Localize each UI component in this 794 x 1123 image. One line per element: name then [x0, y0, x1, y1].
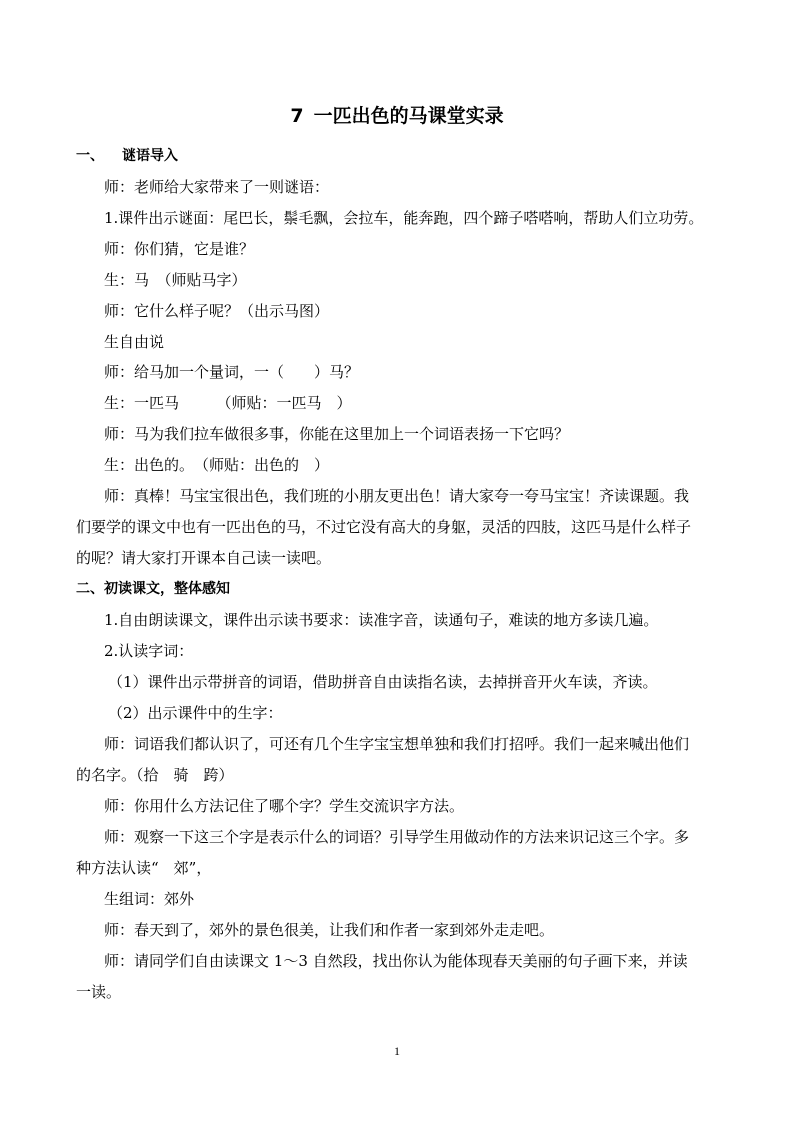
paragraph-line: 生自由说 — [104, 333, 165, 351]
page-title — [0, 103, 794, 129]
paragraph-line: 师：观察一下这三个字是表示什么的词语？引导学生用做动作的方法来识记这三个字。多 — [104, 828, 690, 846]
paragraph-line: 师：真棒！马宝宝很出色，我们班的小朋友更出色！请大家夸一夸马宝宝！齐读课题。我 — [104, 487, 690, 505]
section-heading — [76, 578, 230, 600]
paragraph-line: 师：老师给大家带来了一则谜语： — [104, 178, 330, 196]
paragraph-line: 生：马 （师贴马字） — [104, 271, 247, 289]
paragraph-line: （2）出示课件中的生字： — [108, 704, 283, 722]
paragraph-line: 们要学的课文中也有一匹出色的马，不过它没有高大的身躯，灵活的四肢，这匹马是什么样子 — [76, 518, 692, 536]
paragraph-line: 1.课件出示谜面：尾巴长，鬃毛飘，会拉车，能奔跑，四个蹄子嗒嗒响，帮助人们立功劳。 — [104, 209, 704, 227]
paragraph-line: 2.认读字词： — [104, 642, 194, 660]
section-title: 初读课文，整体感知 — [104, 581, 230, 597]
paragraph-line: （1）课件出示带拼音的词语，借助拼音自由读指名读，去掉拼音开火车读，齐读。 — [108, 673, 658, 691]
paragraph-line: 师：春天到了，郊外的景色很美，让我们和作者一家到郊外走走吧。 — [104, 921, 555, 939]
section-number: 一、 — [76, 148, 104, 164]
paragraph-line: 的呢？请大家打开课本自己读一读吧。 — [76, 549, 332, 567]
section-number: 二、 — [76, 581, 104, 597]
paragraph-line: 生：出色的。 （师贴：出色的 ） — [104, 456, 330, 474]
paragraph-line: 生：一匹马 （师贴：一匹马 ） — [104, 394, 352, 412]
section-title: 谜语导入 — [122, 148, 178, 164]
paragraph-line: 师：请同学们自由读课文 1～3 自然段，找出你认为能体现春天美丽的句子画下来，并读 — [104, 952, 688, 970]
title-text: 一匹出色的马课堂实录 — [313, 105, 504, 127]
paragraph-line: 师：你们猜，它是谁？ — [104, 240, 255, 258]
page-number: 1 — [394, 1044, 400, 1058]
paragraph-line: 生组词：郊外 — [104, 890, 195, 908]
paragraph-line: 师：给马加一个量词，一（ ）马？ — [104, 363, 360, 381]
paragraph-line: 的名字。（拾 骑 跨） — [76, 766, 234, 784]
paragraph-line: 师：马为我们拉车做很多事，你能在这里加上一个词语表扬一下它吗？ — [104, 425, 570, 443]
paragraph-line: 1.自由朗读课文，课件出示读书要求：读准字音，读通句子，难读的地方多读几遍。 — [104, 611, 659, 629]
title-number: 7 — [290, 105, 304, 127]
paragraph-line: 一读。 — [76, 983, 122, 1001]
paragraph-line: 师：你用什么方法记住了哪个字？学生交流识字方法。 — [104, 797, 465, 815]
paragraph-line: 种方法认读“ 郊”， — [76, 859, 212, 877]
section-heading — [76, 145, 178, 167]
paragraph-line: 师：它什么样子呢？（出示马图） — [104, 302, 330, 320]
paragraph-line: 师：词语我们都认识了，可还有几个生字宝宝想单独和我们打招呼。我们一起来喊出他们 — [104, 735, 690, 753]
